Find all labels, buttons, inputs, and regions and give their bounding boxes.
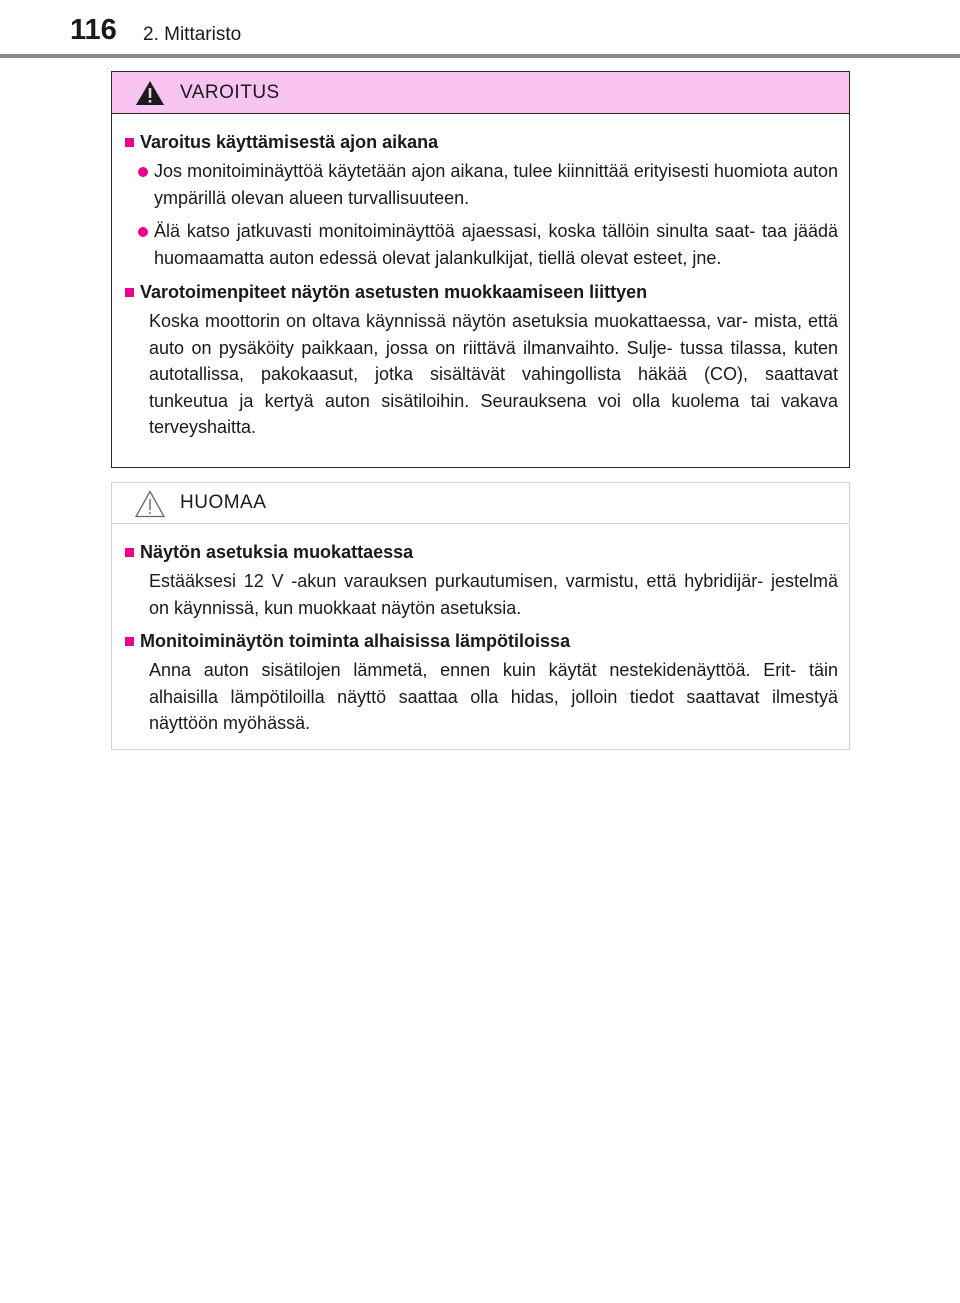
square-bullet-icon — [125, 637, 134, 646]
round-bullet-icon — [138, 167, 148, 177]
section-paragraph: Koska moottorin on oltava käynnissä näytön asetuksia muokattaessa, var- mista, että auto on pysäköity paikkaan, jossa on riittävä ilmanvaihto. Sulje- tussa tilassa, kuten autotallissa, pakokaasut, jotka sisältävät vahingollista häkää (CO), saattavat tunkeutua ja kertyä auton sisätiloihin. Seurauksena voi olla kuolema tai vakava terveyshaitta. — [149, 311, 838, 437]
section-paragraph: Estääksesi 12 V -akun varauksen purkautumisen, varmistu, että hybridijär- jestelmä on käynnissä, kun muokkaat näytön asetuksia. — [149, 571, 838, 618]
section-heading-text: Varotoimenpiteet näytön asetusten muokkaamiseen liittyen — [140, 282, 648, 302]
section-heading-text: Monitoiminäytön toiminta alhaisissa lämpötiloissa — [140, 631, 571, 651]
square-bullet-icon — [125, 548, 134, 557]
section-heading — [125, 538, 838, 567]
warning-triangle-filled-icon — [135, 80, 165, 106]
section-heading-text: Näytön asetuksia muokattaessa — [140, 542, 414, 562]
warning-box-title: VAROITUS — [180, 81, 280, 103]
section-heading — [125, 627, 838, 656]
warning-box — [111, 71, 850, 468]
section-heading — [125, 128, 838, 157]
section-title: 2. Mittaristo — [143, 24, 242, 45]
list-item — [125, 158, 838, 211]
notice-box-header — [112, 483, 849, 524]
warning-box-header — [112, 72, 849, 114]
list-item-text: Älä katso jatkuvasti monitoiminäyttöä ajaessasi, koska tällöin sinulta saat- taa jäädä huomaamatta auton edessä olevat jalankulkijat, tiellä olevat esteet, jne. — [154, 221, 838, 268]
list-item — [125, 218, 838, 271]
square-bullet-icon — [125, 288, 134, 297]
page-number: 116 — [70, 14, 117, 46]
list-item-text: Jos monitoiminäyttöä käytetään ajon aikana, tulee kiinnittää erityisesti huomiota auton ympärillä olevan alueen turvallisuuteen. — [154, 161, 838, 208]
warning-box-body — [112, 114, 849, 441]
section-heading-text: Varoitus käyttämisestä ajon aikana — [140, 132, 439, 152]
square-bullet-icon — [125, 138, 134, 147]
warning-triangle-outline-icon — [135, 490, 165, 516]
notice-box-body — [112, 524, 849, 737]
notice-box — [111, 482, 850, 750]
section-heading — [125, 278, 838, 307]
notice-box-title: HUOMAA — [180, 492, 267, 513]
header-rule — [0, 54, 960, 58]
section-paragraph: Anna auton sisätilojen lämmetä, ennen kuin käytät nestekidenäyttöä. Erit- täin alhaisilla lämpötiloilla näyttö saattaa olla hidas, jolloin tiedot saattavat ilmestyä näyttöön myöhässä. — [149, 660, 838, 733]
round-bullet-icon — [138, 227, 148, 237]
